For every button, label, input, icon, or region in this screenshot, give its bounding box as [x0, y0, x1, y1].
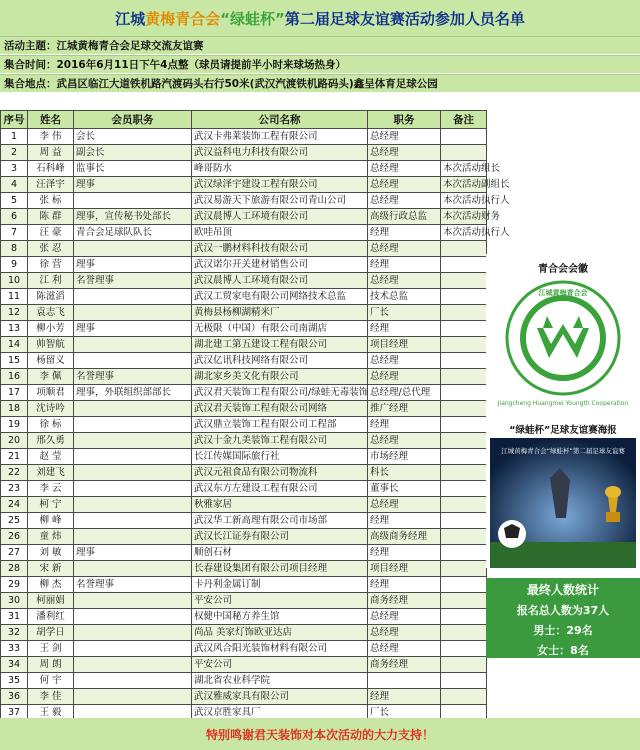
cell-index: 23 — [1, 481, 28, 497]
cell-remarks: 本次活动执行人 — [441, 225, 487, 241]
cell-index: 35 — [1, 673, 28, 689]
cell-company: 湖北省农业科学院 — [192, 673, 368, 689]
cell-position: 项目经理 — [368, 337, 441, 353]
cell-position: 经理 — [368, 689, 441, 705]
cell-name: 李 云 — [28, 481, 74, 497]
cell-member-role — [74, 401, 192, 417]
logo-inner-text: 江城黄梅青合会 — [538, 289, 588, 297]
cell-company: 长江传媒国际旅行社 — [192, 449, 368, 465]
cell-member-role — [74, 417, 192, 433]
cell-index: 19 — [1, 417, 28, 433]
cell-position: 经理 — [368, 257, 441, 273]
cell-remarks — [441, 321, 487, 337]
cell-name: 刘 敏 — [28, 545, 74, 561]
table-row — [1, 129, 487, 145]
cell-remarks — [441, 257, 487, 273]
cell-member-role: 监事长 — [74, 161, 192, 177]
cell-company: 武汉雅威家具有限公司 — [192, 689, 368, 705]
cell-member-role — [74, 433, 192, 449]
table-row — [1, 577, 487, 593]
table-row — [1, 369, 487, 385]
logo-ring-text: Jiangcheng Huangmei Youngth Cooperation — [497, 400, 629, 407]
cell-position: 总经理 — [368, 241, 441, 257]
cell-member-role: 名誉理事 — [74, 273, 192, 289]
table-row — [1, 497, 487, 513]
cell-remarks — [441, 273, 487, 289]
cell-index: 6 — [1, 209, 28, 225]
cell-index: 17 — [1, 385, 28, 401]
cell-remarks — [441, 369, 487, 385]
cell-name: 胡学日 — [28, 625, 74, 641]
cell-index: 8 — [1, 241, 28, 257]
cell-index: 16 — [1, 369, 28, 385]
header-company: 公司名称 — [192, 111, 368, 129]
cell-index: 28 — [1, 561, 28, 577]
cell-remarks — [441, 673, 487, 689]
cell-company: 秋雅家居 — [192, 497, 368, 513]
cell-company: 平安公司 — [192, 593, 368, 609]
table-row — [1, 417, 487, 433]
cell-remarks — [441, 401, 487, 417]
cell-member-role: 理事 — [74, 321, 192, 337]
cell-index: 32 — [1, 625, 28, 641]
table-row — [1, 289, 487, 305]
cell-position: 经理 — [368, 577, 441, 593]
cell-remarks — [441, 609, 487, 625]
cell-name: 柳小芳 — [28, 321, 74, 337]
info-time: 集合时间：2016年6月11日下午4点整（球员请提前半小时来球场热身） — [0, 55, 640, 73]
cell-member-role: 理事，宣传秘书处部长 — [74, 209, 192, 225]
cell-company: 武汉诺尔开关建材销售公司 — [192, 257, 368, 273]
cell-position: 技术总监 — [368, 289, 441, 305]
cell-index: 31 — [1, 609, 28, 625]
cell-company: 武汉元祖食品有限公司物流科 — [192, 465, 368, 481]
cell-remarks — [441, 593, 487, 609]
cell-name: 何 宇 — [28, 673, 74, 689]
participants-table-wrap — [0, 110, 510, 721]
cell-position: 总经理 — [368, 353, 441, 369]
cell-position: 总经理 — [368, 273, 441, 289]
cell-index: 3 — [1, 161, 28, 177]
cell-member-role: 会长 — [74, 129, 192, 145]
cell-position: 总经理 — [368, 433, 441, 449]
table-row — [1, 433, 487, 449]
cell-name: 石科峰 — [28, 161, 74, 177]
cell-member-role — [74, 449, 192, 465]
cell-remarks — [441, 529, 487, 545]
cell-company: 峰哥防水 — [192, 161, 368, 177]
cell-member-role — [74, 353, 192, 369]
cell-company: 欧哇吊顶 — [192, 225, 368, 241]
header-remarks: 备注 — [441, 111, 487, 129]
cell-company: 尚品 美家灯饰欧亚达店 — [192, 625, 368, 641]
cell-name: 汪 豪 — [28, 225, 74, 241]
table-header-row — [1, 111, 487, 129]
cell-remarks — [441, 577, 487, 593]
table-row — [1, 209, 487, 225]
cell-position: 总经理 — [368, 145, 441, 161]
cell-position: 总经理/总代理 — [368, 385, 441, 401]
cell-member-role: 青合会足球队队长 — [74, 225, 192, 241]
cell-remarks — [441, 689, 487, 705]
header-position: 职务 — [368, 111, 441, 129]
cell-name: 周 朗 — [28, 657, 74, 673]
table-row — [1, 225, 487, 241]
cell-member-role: 理事 — [74, 545, 192, 561]
cell-position: 高级行政总监 — [368, 209, 441, 225]
cell-company: 武汉亿讯科技网络有限公司 — [192, 353, 368, 369]
stats-total: 报名总人数为37人 — [516, 604, 610, 617]
poster-graphic — [490, 438, 636, 568]
cell-remarks — [441, 545, 487, 561]
info-theme: 活动主题：江城黄梅青合会足球交流友谊赛 — [0, 36, 640, 54]
cell-name: 袁志飞 — [28, 305, 74, 321]
cell-remarks — [441, 289, 487, 305]
cell-index: 9 — [1, 257, 28, 273]
cell-index: 4 — [1, 177, 28, 193]
cell-name: 邢久勇 — [28, 433, 74, 449]
cell-remarks — [441, 129, 487, 145]
cell-company: 武汉晨博人工环境有限公司 — [192, 273, 368, 289]
cell-remarks — [441, 433, 487, 449]
cell-index: 14 — [1, 337, 28, 353]
cell-index: 30 — [1, 593, 28, 609]
cell-company: 武汉绿泽宇建设工程有限公司 — [192, 177, 368, 193]
cell-name: 汪泽宇 — [28, 177, 74, 193]
cell-name: 张 标 — [28, 193, 74, 209]
cell-member-role — [74, 481, 192, 497]
cell-member-role — [74, 673, 192, 689]
cell-member-role: 名誉理事 — [74, 369, 192, 385]
cell-member-role — [74, 193, 192, 209]
cell-member-role — [74, 497, 192, 513]
cell-member-role: 副会长 — [74, 145, 192, 161]
table-row — [1, 273, 487, 289]
cell-company: 武汉鼎立装饰工程有限公司工程部 — [192, 417, 368, 433]
cell-remarks — [441, 641, 487, 657]
cell-remarks — [441, 305, 487, 321]
cell-position: 经理 — [368, 417, 441, 433]
table-row — [1, 561, 487, 577]
cell-company: 武汉长江证券有限公司 — [192, 529, 368, 545]
poster-title: “绿蛙杯”足球友谊赛海报 — [509, 425, 617, 436]
cell-member-role — [74, 529, 192, 545]
cell-member-role — [74, 657, 192, 673]
cell-remarks — [441, 465, 487, 481]
cell-index: 12 — [1, 305, 28, 321]
table-row — [1, 657, 487, 673]
cell-index: 34 — [1, 657, 28, 673]
poster-banner: 江城黄梅青合会“绿蛙杯”第二届足球友谊赛 — [501, 447, 625, 455]
table-row — [1, 465, 487, 481]
table-row — [1, 609, 487, 625]
cell-company: 武汉华工新高理有限公司市场部 — [192, 513, 368, 529]
cell-company: 武汉易游天下旅游有限公司青山公司 — [192, 193, 368, 209]
cell-company: 顺创石材 — [192, 545, 368, 561]
header-index: 序号 — [1, 111, 28, 129]
cell-position: 科长 — [368, 465, 441, 481]
cell-company: 武汉风合阳光装饰材料有限公司 — [192, 641, 368, 657]
cell-name: 沈诗吟 — [28, 401, 74, 417]
header-member-role: 会员职务 — [74, 111, 192, 129]
cell-company: 权健中国秘方养生馆 — [192, 609, 368, 625]
stats-male: 男士：29名 — [533, 624, 593, 637]
cell-name: 柯 宁 — [28, 497, 74, 513]
cell-company: 武汉君天装饰工程有限公司/绿蛙无毒装饰 — [192, 385, 368, 401]
cell-member-role — [74, 305, 192, 321]
cell-name: 周 益 — [28, 145, 74, 161]
cell-index: 10 — [1, 273, 28, 289]
cell-member-role: 名誉理事 — [74, 577, 192, 593]
cell-position: 总经理 — [368, 497, 441, 513]
cell-index: 37 — [1, 705, 28, 721]
cell-position: 项目经理 — [368, 561, 441, 577]
table-row — [1, 593, 487, 609]
table-row — [1, 481, 487, 497]
cell-company: 武汉君天装饰工程有限公司网络 — [192, 401, 368, 417]
stats-box — [486, 578, 640, 658]
cell-index: 2 — [1, 145, 28, 161]
table-row — [1, 673, 487, 689]
cell-member-role — [74, 337, 192, 353]
cell-company: 湖北建工第五建设工程有限公司 — [192, 337, 368, 353]
cell-position: 总经理 — [368, 369, 441, 385]
table-row — [1, 177, 487, 193]
cell-remarks — [441, 625, 487, 641]
cell-name: 柳 杰 — [28, 577, 74, 593]
cell-member-role: 理事，外联组织部部长 — [74, 385, 192, 401]
cell-remarks — [441, 337, 487, 353]
cell-member-role — [74, 561, 192, 577]
table-row — [1, 545, 487, 561]
title-part1: 江城 — [115, 9, 146, 28]
participants-table — [0, 110, 510, 721]
cell-position: 商务经理 — [368, 657, 441, 673]
cell-company: 武汉卡弗莱装饰工程有限公司 — [192, 129, 368, 145]
cell-remarks — [441, 385, 487, 401]
cell-remarks: 本次活动组长 — [441, 161, 487, 177]
info-place: 集合地点：武昌区临江大道铁机路汽渡码头右行50米(武汉汽渡铁机路码头)鑫呈体育足球公园 — [0, 74, 640, 92]
cell-name: 李 佳 — [28, 689, 74, 705]
cell-name: 宋 新 — [28, 561, 74, 577]
cell-position: 董事长 — [368, 481, 441, 497]
cell-index: 7 — [1, 225, 28, 241]
cell-member-role — [74, 625, 192, 641]
cell-member-role — [74, 289, 192, 305]
table-row — [1, 161, 487, 177]
table-row — [1, 241, 487, 257]
table-row — [1, 529, 487, 545]
cell-remarks — [441, 417, 487, 433]
cell-name: 江 利 — [28, 273, 74, 289]
table-row — [1, 401, 487, 417]
cell-member-role — [74, 241, 192, 257]
cell-name: 赵 莹 — [28, 449, 74, 465]
cell-index: 25 — [1, 513, 28, 529]
table-row — [1, 193, 487, 209]
cell-remarks: 本次活动副组长 — [441, 177, 487, 193]
cell-company: 平安公司 — [192, 657, 368, 673]
cell-name: 童 炜 — [28, 529, 74, 545]
cell-index: 5 — [1, 193, 28, 209]
cell-remarks — [441, 241, 487, 257]
cell-index: 13 — [1, 321, 28, 337]
cell-index: 18 — [1, 401, 28, 417]
logo-title: 青合会会徽 — [538, 264, 588, 275]
cell-remarks — [441, 449, 487, 465]
cell-position: 总经理 — [368, 161, 441, 177]
table-row — [1, 353, 487, 369]
cell-name: 王 毅 — [28, 705, 74, 721]
title-part2: 黄梅青合会 — [145, 9, 221, 28]
cell-company: 湖北家乡美文化有限公司 — [192, 369, 368, 385]
table-row — [1, 641, 487, 657]
cell-index: 21 — [1, 449, 28, 465]
cell-name: 潘利红 — [28, 609, 74, 625]
cell-member-role — [74, 609, 192, 625]
cell-position: 总经理 — [368, 193, 441, 209]
title-part4: 第二届足球友谊赛活动参加人员名单 — [284, 9, 525, 28]
table-row — [1, 305, 487, 321]
cell-company: 无极限（中国）有限公司南湖店 — [192, 321, 368, 337]
cell-position: 经理 — [368, 545, 441, 561]
cell-index: 22 — [1, 465, 28, 481]
cell-index: 29 — [1, 577, 28, 593]
cell-position: 经理 — [368, 321, 441, 337]
table-row — [1, 337, 487, 353]
table-row — [1, 321, 487, 337]
cell-remarks: 本次活动执行人 — [441, 193, 487, 209]
cell-member-role — [74, 465, 192, 481]
cell-name: 徐 营 — [28, 257, 74, 273]
cell-position — [368, 673, 441, 689]
cell-remarks — [441, 561, 487, 577]
cell-remarks — [441, 481, 487, 497]
title-part3: “绿蛙杯” — [220, 9, 285, 28]
cell-member-role — [74, 641, 192, 657]
table-row — [1, 625, 487, 641]
cell-remarks — [441, 657, 487, 673]
cell-company: 武汉工贸家电有限公司网络技术总监 — [192, 289, 368, 305]
cell-position: 市场经理 — [368, 449, 441, 465]
table-row — [1, 689, 487, 705]
cell-position: 厂长 — [368, 705, 441, 721]
cell-index: 1 — [1, 129, 28, 145]
cell-position: 总经理 — [368, 129, 441, 145]
cell-index: 27 — [1, 545, 28, 561]
cell-index: 26 — [1, 529, 28, 545]
cell-company: 武汉京胜家具厂 — [192, 705, 368, 721]
cell-remarks — [441, 145, 487, 161]
cell-index: 11 — [1, 289, 28, 305]
cell-member-role — [74, 689, 192, 705]
header-name: 姓名 — [28, 111, 74, 129]
cell-name: 柳 峰 — [28, 513, 74, 529]
cell-member-role: 理事 — [74, 257, 192, 273]
poster-image — [490, 438, 636, 568]
table-row — [1, 449, 487, 465]
cell-position: 厂长 — [368, 305, 441, 321]
cell-name: 陈 群 — [28, 209, 74, 225]
cell-position: 经理 — [368, 225, 441, 241]
cell-name: 陈滋滔 — [28, 289, 74, 305]
cell-position: 总经理 — [368, 641, 441, 657]
cell-name: 张 忍 — [28, 241, 74, 257]
cell-remarks — [441, 513, 487, 529]
cell-position: 总经理 — [368, 625, 441, 641]
cell-name: 帅智航 — [28, 337, 74, 353]
footer-thanks: 特别鸣谢君天装饰对本次活动的大力支持！ — [0, 718, 640, 750]
cell-remarks — [441, 353, 487, 369]
cell-position: 商务经理 — [368, 593, 441, 609]
cell-index: 24 — [1, 497, 28, 513]
cell-index: 15 — [1, 353, 28, 369]
table-row — [1, 513, 487, 529]
cell-remarks: 本次活动财务 — [441, 209, 487, 225]
cell-position: 经理 — [368, 513, 441, 529]
cell-position: 总经理 — [368, 177, 441, 193]
cell-remarks — [441, 497, 487, 513]
cell-name: 杨留义 — [28, 353, 74, 369]
cell-company: 武汉益科电力科技有限公司 — [192, 145, 368, 161]
cell-company: 武汉晨博人工环境有限公司 — [192, 209, 368, 225]
cell-index: 33 — [1, 641, 28, 657]
stats-title: 最终人数统计 — [526, 583, 599, 597]
cell-company: 武汉一鹏材料科技有限公司 — [192, 241, 368, 257]
cell-index: 36 — [1, 689, 28, 705]
table-row — [1, 257, 487, 273]
cell-index: 20 — [1, 433, 28, 449]
cell-company: 长春建设集团有限公司项目经理 — [192, 561, 368, 577]
cell-name: 徐 标 — [28, 417, 74, 433]
cell-company: 黄梅县杨柳湖精米厂 — [192, 305, 368, 321]
cell-name: 李 伟 — [28, 129, 74, 145]
cell-position: 总经理 — [368, 609, 441, 625]
cell-member-role — [74, 593, 192, 609]
table-row — [1, 145, 487, 161]
cell-position: 推广经理 — [368, 401, 441, 417]
stats-female: 女士：8名 — [537, 644, 589, 657]
cell-company: 卡丹利金属订制 — [192, 577, 368, 593]
cell-member-role: 理事 — [74, 177, 192, 193]
table-row — [1, 385, 487, 401]
cell-member-role — [74, 513, 192, 529]
cell-company: 武汉十金九美装饰工程有限公司 — [192, 433, 368, 449]
cell-name: 项顺君 — [28, 385, 74, 401]
cell-name: 王 剑 — [28, 641, 74, 657]
cell-company: 武汉东方左建设工程有限公司 — [192, 481, 368, 497]
page-title — [0, 0, 640, 36]
cell-name: 李 佩 — [28, 369, 74, 385]
cell-name: 柯丽娟 — [28, 593, 74, 609]
cell-name: 刘建飞 — [28, 465, 74, 481]
cell-position: 高级商务经理 — [368, 529, 441, 545]
